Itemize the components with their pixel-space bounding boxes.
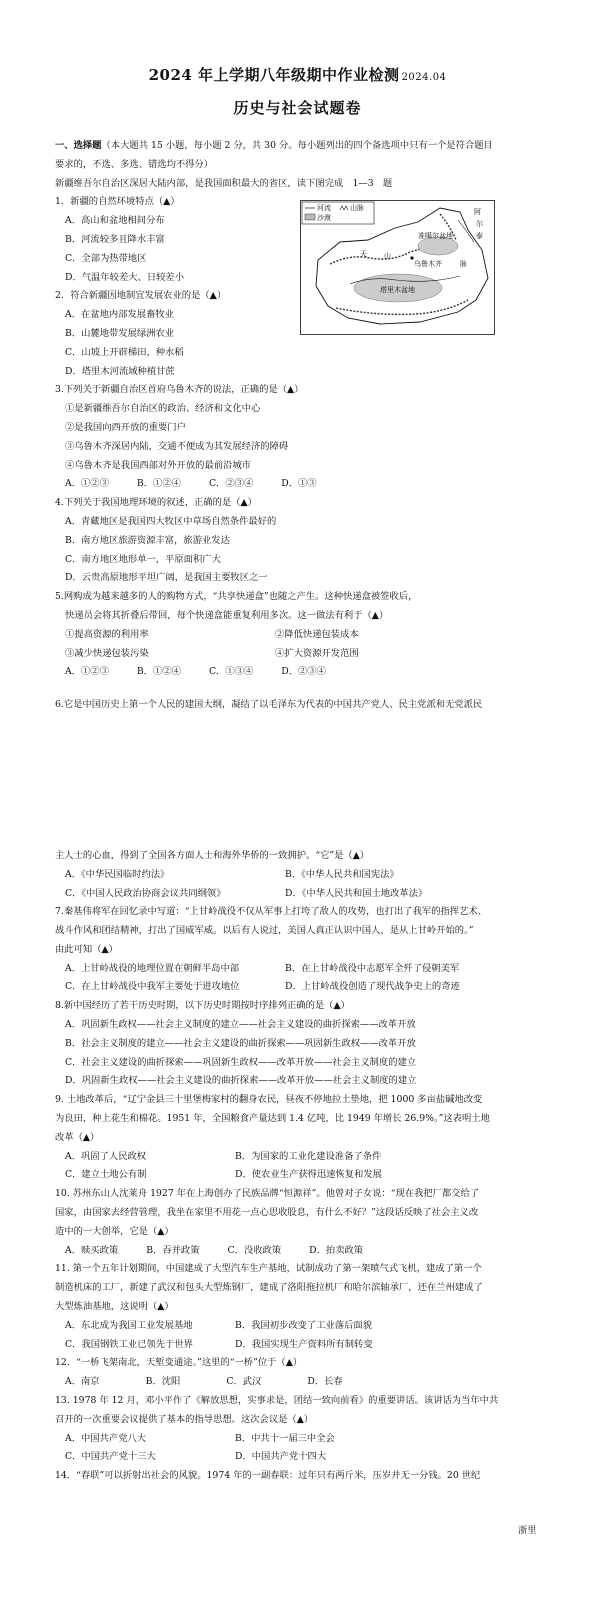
q3-statement-1: ①是新疆维吾尔自治区的政治、经济和文化中心 <box>65 403 261 415</box>
section-instructions-line2: 要求的，不选、多选、错选均不得分） <box>55 158 214 170</box>
q3-option-d: D．①③ <box>281 478 317 490</box>
q12-option-b: B．沈阳 <box>145 1376 181 1388</box>
q11-options-row1 <box>55 1317 555 1336</box>
section-instructions-text: （本大题共 15 小题，每小题 2 分，共 30 分。每小题列出的四个备选项中只有一个是符合题目 <box>101 140 493 151</box>
q1-option-a: A．高山和盆地相间分布 <box>65 215 165 227</box>
q11-options-row2 <box>55 1336 555 1355</box>
q11-line2: 制造机床的工厂，新建了武汉和包头大型炼钢厂，建成了洛阳拖拉机厂和哈尔滨轴承厂，还在兰州建成了 <box>55 1282 483 1294</box>
q12-stem: 12．“一桥飞架南北，天堑变通途。”这里的“一桥”位于（▲） <box>55 1357 303 1369</box>
q11-option-d: D．我国实现生产资料所有制转变 <box>235 1338 373 1350</box>
q7-option-b: B．在上甘岭战役中志愿军全歼了侵朝美军 <box>285 962 460 974</box>
q5-option-c: C．①③④ <box>208 666 254 678</box>
q10-line1: 10. 苏州东山人沈莱舟 1927 年在上海创办了民族品牌“恒源祥”。他曾对子女说：“现在我把厂都交给了 <box>55 1188 480 1200</box>
q8-option-b: B．社会主义制度的建立——社会主义建设的曲折探索——巩固新生政权——改革开放 <box>65 1037 416 1049</box>
legend-river-label: 河流 <box>317 204 331 212</box>
q9-option-d: D．使农业生产获得迅速恢复和发展 <box>235 1169 382 1181</box>
q12-option-d: D．长春 <box>307 1376 343 1388</box>
q5-statements-row1 <box>55 626 555 645</box>
q6-stem-continued: 主人士的心血，得到了全国各方面人士和海外华侨的一致拥护。“它”是（▲） <box>55 849 370 861</box>
q6-options-row2 <box>55 885 555 904</box>
q10-option-a: A．赎买政策 <box>65 1244 119 1256</box>
q13-option-c: C．中国共产党十三大 <box>65 1451 156 1463</box>
q14-line1: 14．“春联”可以折射出社会的风貌。1974 年的一副春联：过年只有两斤米，压岁并无一分钱。20 世纪 <box>55 1470 481 1482</box>
q13-option-a: A．中国共产党八大 <box>65 1432 147 1444</box>
q12-option-c: C．武汉 <box>226 1376 262 1388</box>
q5-option-a: A．①②③ <box>65 666 109 678</box>
q3-statement-3: ③乌鲁木齐深居内陆，交通不便成为其发展经济的障碍 <box>65 440 289 452</box>
q13-option-d: D．中国共产党十四大 <box>235 1451 327 1463</box>
q11-option-c: C．我国钢铁工业已领先于世界 <box>65 1338 193 1350</box>
map-label-er: 尔 <box>476 220 483 228</box>
q8-option-d: D．巩固新生政权——社会主义建设的曲折探索——改革开放——社会主义制度的建立 <box>65 1075 417 1087</box>
q12-options <box>55 1373 555 1392</box>
q1-option-d: D．气温年较差大、日较差小 <box>65 271 185 283</box>
q10-option-b: B．吞并政策 <box>146 1244 200 1256</box>
q3-option-a: A．①②③ <box>65 478 109 490</box>
q11-line3: 大型炼油基地，这说明（▲） <box>55 1301 174 1313</box>
map-label-shan: 山 <box>384 252 391 260</box>
exam-date: 2024.04 <box>401 72 447 83</box>
q8-option-a: A．巩固新生政权——社会主义制度的建立——社会主义建设的曲折探索——改革开放 <box>65 1019 416 1031</box>
q10-options <box>55 1242 555 1261</box>
legend-mountain-label: 山脉 <box>350 204 364 212</box>
q5-options <box>55 663 555 682</box>
q2-option-b: B．山麓地带发展绿洲农业 <box>65 327 175 339</box>
q3-option-c: C．②③④ <box>208 478 254 490</box>
q5-statement-4: ④扩大资源开发范围 <box>275 647 359 659</box>
q5-stem: 5.网购成为越来越多的人的购物方式，“共享快递盒”也随之产生。这种快递盒被签收后， <box>55 591 418 603</box>
q5-option-b: B．①②④ <box>136 666 181 678</box>
q2-option-d: D．塔里木河流域种植甘蔗 <box>65 365 175 377</box>
q9-option-b: B．为国家的工业化建设准备了条件 <box>235 1150 382 1162</box>
q6-stem: 6.它是中国历史上第一个人民的建国大纲，凝结了以毛泽东为代表的中国共产党人、民主党派和无党派民 <box>55 699 483 711</box>
q7-option-d: D．上甘岭战役创造了现代战争史上的奇迹 <box>285 981 460 993</box>
q5-statement-1: ①提高资源的利用率 <box>65 628 149 640</box>
map-label-mai: 脉 <box>460 260 467 268</box>
q1-stem: 1．新疆的自然环境特点（▲） <box>55 196 180 208</box>
map-label-tian: 天 <box>360 250 367 258</box>
map-label-tai: 泰 <box>476 232 483 240</box>
q9-options-row2 <box>55 1166 555 1185</box>
q2-stem: 2．符合新疆因地制宜发展农业的是（▲） <box>55 290 227 302</box>
q6-option-a: A．《中华民国临时约法》 <box>65 868 170 880</box>
q3-options <box>55 475 555 494</box>
map-label-tarim: 塔里木盆地 <box>380 286 415 294</box>
q13-options-row2 <box>55 1448 555 1467</box>
q11-option-a: A．东北成为我国工业发展基地 <box>65 1319 193 1331</box>
q6-option-d: D．《中华人民共和国土地改革法》 <box>285 887 428 899</box>
q5-statements-row2 <box>55 645 555 664</box>
q9-line1: 9. 土地改革后，“辽宁金县三十里堡梅家村的翻身农民，昼夜不停地拉土垫地，把 1000 多亩盐碱地改变 <box>55 1094 483 1106</box>
section-instructions-line1 <box>55 137 555 156</box>
q1-option-b: B．河流较多且降水丰富 <box>65 233 165 245</box>
q2-option-a: A．在盆地内部发展畜牧业 <box>65 309 174 321</box>
q9-line2: 为良田，种上花生和棉花。1951 年，全国粮食产量达到 1.4 亿吨，比 1949 年增长 26.9%。”这表明土地 <box>55 1113 490 1125</box>
q5-statement-3: ③减少快递包装污染 <box>65 647 149 659</box>
q10-option-d: D．拍卖政策 <box>309 1244 364 1256</box>
q13-line1: 13. 1978 年 12 月，邓小平作了《解放思想，实事求是，团结一致向前看》的重要讲话。该讲话为当年中共 <box>55 1395 499 1407</box>
q7-options-row1 <box>55 960 555 979</box>
q1-option-c: C．全部为热带地区 <box>65 252 147 264</box>
q6-option-b: B．《中华人民共和国宪法》 <box>285 868 399 880</box>
map-label-a: 阿 <box>474 208 481 216</box>
q9-line3: 改革（▲） <box>55 1131 100 1143</box>
q10-line2: 国家，由国家去经营管理，我坐在家里不用花一点心思收股息，有什么不好？”这段话反映了社会主义改 <box>55 1207 479 1219</box>
map-label-urumqi: 乌鲁木齐 <box>414 260 442 268</box>
q3-statement-2: ②是我国向西开放的重要门户 <box>65 421 186 433</box>
q6-option-c: C．《中国人民政治协商会议共同纲领》 <box>65 887 226 899</box>
section-heading: 一、选择题 <box>55 140 102 151</box>
q6-options-row1 <box>55 866 555 885</box>
question-group-intro: 新疆维吾尔自治区深居大陆内部，是我国面积最大的省区，读下图完成 1—3 题 <box>55 177 393 189</box>
exam-title <box>0 64 595 85</box>
q5-statement-2: ②降低快递包装成本 <box>275 628 359 640</box>
exam-body <box>55 137 555 1486</box>
q7-line1: 7.秦基伟将军在回忆录中写道：“上甘岭战役不仅从军事上打垮了敌人的攻势，也打出了我军的指挥艺术、 <box>55 906 487 918</box>
q13-options-row1 <box>55 1430 555 1449</box>
q11-option-b: B．我国初步改变了工业落后面貌 <box>235 1319 372 1331</box>
q7-line3: 由此可知（▲） <box>55 943 118 955</box>
exam-subtitle: 历史与社会试题卷 <box>233 99 362 117</box>
q2-option-c: C．山坡上开辟梯田，种水稻 <box>65 346 184 358</box>
q4-option-d: D．云贵高原地形平坦广阔，是我国主要牧区之一 <box>65 572 268 584</box>
q9-option-c: C．建立土地公有制 <box>65 1169 147 1181</box>
q13-line2: 召开的一次重要会议提供了基本的指导思想。这次会议是（▲） <box>55 1413 314 1425</box>
q12-option-a: A．南京 <box>65 1376 100 1388</box>
q8-stem: 8.新中国经历了若干历史时期，以下历史时期按时序排列正确的是（▲） <box>55 1000 350 1012</box>
q9-option-a: A．巩固了人民政权 <box>65 1150 147 1162</box>
legend-desert-label: 沙漠 <box>317 214 331 222</box>
q4-stem: 4.下列关于我国地理环境的叙述，正确的是（▲） <box>55 497 257 509</box>
q7-option-c: C．在上甘岭战役中我军主要处于进攻地位 <box>65 981 240 993</box>
q7-options-row2 <box>55 978 555 997</box>
q5-option-d: D．②③④ <box>281 666 326 678</box>
q9-options-row1 <box>55 1148 555 1167</box>
q4-option-b: B．南方地区旅游资源丰富，旅游业发达 <box>65 534 230 546</box>
q4-option-c: C．南方地区地形单一，平原面积广大 <box>65 553 221 565</box>
q11-line1: 11. 第一个五年计划期间，中国建成了大型汽车生产基地，试制成功了第一架喷气式飞机，建成了第一个 <box>55 1263 482 1275</box>
q4-option-a: A．青藏地区是我国四大牧区中草场自然条件最好的 <box>65 515 277 527</box>
exam-title-text: 2024 年上学期八年级期中作业检测 <box>148 66 400 84</box>
q3-stem: 3.下列关于新疆自治区首府乌鲁木齐的说法，正确的是（▲） <box>55 384 304 396</box>
q8-option-c: C．社会主义建设的曲折探索——巩固新生政权——改革开放——社会主义制度的建立 <box>65 1056 417 1068</box>
q10-option-c: C．没收政策 <box>227 1244 282 1256</box>
q5-stem-continued: 快递员会将其折叠后带回，每个快递盒能重复利用多次。这一做法有利于（▲） <box>65 609 389 621</box>
q10-line3: 造中的一大创举，它是（▲） <box>55 1225 174 1237</box>
page-footer: 浙里 <box>518 1525 537 1536</box>
map-label-junggar: 准噶尔盆地 <box>418 232 453 240</box>
q7-line2: 战斗作风和团结精神，打出了国威军威。以后有人说过，美国人真正认识中国人，是从上甘岭开始的。” <box>55 925 474 937</box>
q13-option-b: B．中共十一届三中全会 <box>235 1432 335 1444</box>
q3-option-b: B．①②④ <box>136 478 181 490</box>
q7-option-a: A．上甘岭战役的地理位置在朝鲜半岛中部 <box>65 962 240 974</box>
q3-statement-4: ④乌鲁木齐是我国西部对外开放的最前沿城市 <box>65 459 251 471</box>
